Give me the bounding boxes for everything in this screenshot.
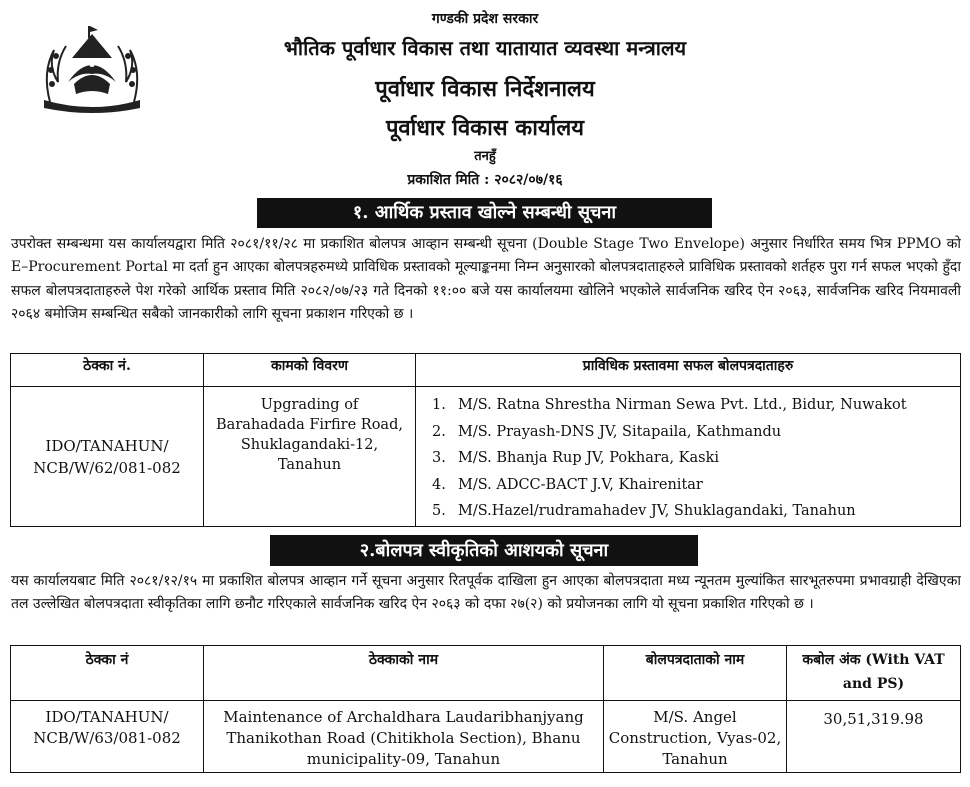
directorate-title: पूर्वाधार विकास निर्देशनालय — [375, 76, 595, 102]
contract-name: Maintenance of Archaldhara Laudaribhanjyang Thanikothan Road (Chitikhola Section), Bhanu municipality-09, Tanahun — [204, 701, 604, 773]
contract-number: IDO/TANAHUN/ NCB/W/62/081-082 — [11, 387, 204, 527]
col-header-bid-amount: कबोल अंक (With VAT and PS) — [787, 646, 961, 701]
col-header-bidder-name: बोलपत्रदाताको नाम — [604, 646, 787, 701]
notice-2-title: २.बोलपत्र स्वीकृतिको आशयको सूचना — [270, 535, 698, 566]
list-item — [432, 472, 952, 499]
government-title: गण्डकी प्रदेश सरकार — [431, 11, 539, 27]
bidder-name: M/S. Angel Construction, Vyas-02, Tanahun — [604, 701, 787, 773]
list-item — [432, 392, 952, 419]
published-date: प्रकाशित मिति : २०८२/०७/१६ — [407, 172, 563, 188]
bidder-number: 2. — [432, 423, 446, 440]
bidder-number: 4. — [432, 476, 446, 493]
bidder-list-cell — [416, 387, 961, 527]
notice-1-table — [10, 353, 961, 527]
district-label: तनहुँ — [474, 149, 496, 164]
list-item — [432, 445, 952, 472]
col-header-work-description: कामको विवरण — [204, 354, 416, 387]
bidder-list — [432, 392, 952, 525]
table-header-row — [11, 354, 961, 387]
work-description: Upgrading of Barahadada Firfire Road, Shuklagandaki-12, Tanahun — [204, 387, 416, 527]
bidder-number: 5. — [432, 503, 446, 519]
col-header-contract-name: ठेक्काको नाम — [204, 646, 604, 701]
table-header-row — [11, 646, 961, 701]
contract-number: IDO/TANAHUN/ NCB/W/63/081-082 — [11, 701, 204, 773]
ministry-title: भौतिक पूर्वाधार विकास तथा यातायात व्यवस्था मन्त्रालय — [283, 36, 687, 60]
bidder-name: M/S.Hazel/rudramahadev JV, Shuklagandaki, Tanahun — [458, 503, 856, 519]
bidder-name: M/S. Bhanja Rup JV, Pokhara, Kaski — [458, 450, 720, 466]
bidder-name: M/S. Ratna Shrestha Nirman Sewa Pvt. Ltd., Bidur, Nuwakot — [458, 397, 907, 413]
table-row — [11, 701, 961, 773]
table-row — [11, 387, 961, 527]
bid-amount: 30,51,319.98 — [787, 701, 961, 773]
notice-1-title: १. आर्थिक प्रस्ताव खोल्ने सम्बन्धी सूचना — [257, 198, 712, 228]
office-title: पूर्वाधार विकास कार्यालय — [385, 115, 585, 141]
bidder-number: 3. — [432, 450, 446, 466]
bidder-name: M/S. Prayash-DNS JV, Sitapaila, Kathmandu — [458, 423, 782, 440]
notice-2-body: यस कार्यालयबाट मिति २०८१/१२/१५ मा प्रकाशित बोलपत्र आव्हान गर्ने सूचना अनुसार रितपूर्वक दाखिला हुन आएका बोलपत्रदाता मध्य न्यूनतम मुल्यांकित सारभूतरुपमा प्रभावग्राही देखिएका तल उल्लेखित बोलपत्रदाता स्वीकृतिका लागि छनौट गरिएकाले सार्वजनिक खरिद ऐन २०६३ को दफा २७(२) को प्रयोजनका लागि यो सूचना प्रकाशित गरिएको छ । — [11, 573, 961, 613]
list-item — [432, 419, 952, 446]
list-item — [432, 498, 952, 525]
notice-1-body: उपरोक्त सम्बन्धमा यस कार्यालयद्वारा मिति २०८१/११/२८ मा प्रकाशित बोलपत्र आव्हान सम्बन्धी सूचना (Double Stage Two Envelope) अनुसार निर्धारित समय भित्र PPMO को E–Procurement Portal मा दर्ता हुन आएका बोलपत्रहरुमध्ये प्राविधिक प्रस्तावको मूल्याङ्कनमा निम्न अनुसारको बोलपत्रदाताहरुले प्राविधिक प्रस्तावको शर्तहरु पुरा गर्न सफल भएको हुँदा सफल बोलपत्रदाताहरुले पेश गरेको आर्थिक प्रस्ताव मिति २०८२/०७/२३ गते दिनको ११:०० बजे यस कार्यालयमा खोलिने भएकोले सार्वजनिक खरिद ऐन २०६३, सार्वजनिक खरिद नियमावली २०६४ बमोजिम सम्बन्धित सबैको जानकारीको लागि सूचना प्रकाशन गरिएको छ । — [11, 236, 961, 322]
col-header-successful-bidders: प्राविधिक प्रस्तावमा सफल बोलपत्रदाताहरु — [416, 354, 961, 387]
bidder-name: M/S. ADCC-BACT J.V, Khairenitar — [458, 476, 703, 493]
col-header-contract-no: ठेक्का नं — [11, 646, 204, 701]
notice-2-table — [10, 645, 961, 773]
col-header-contract-no: ठेक्का नं. — [11, 354, 204, 387]
bidder-number: 1. — [432, 397, 446, 413]
